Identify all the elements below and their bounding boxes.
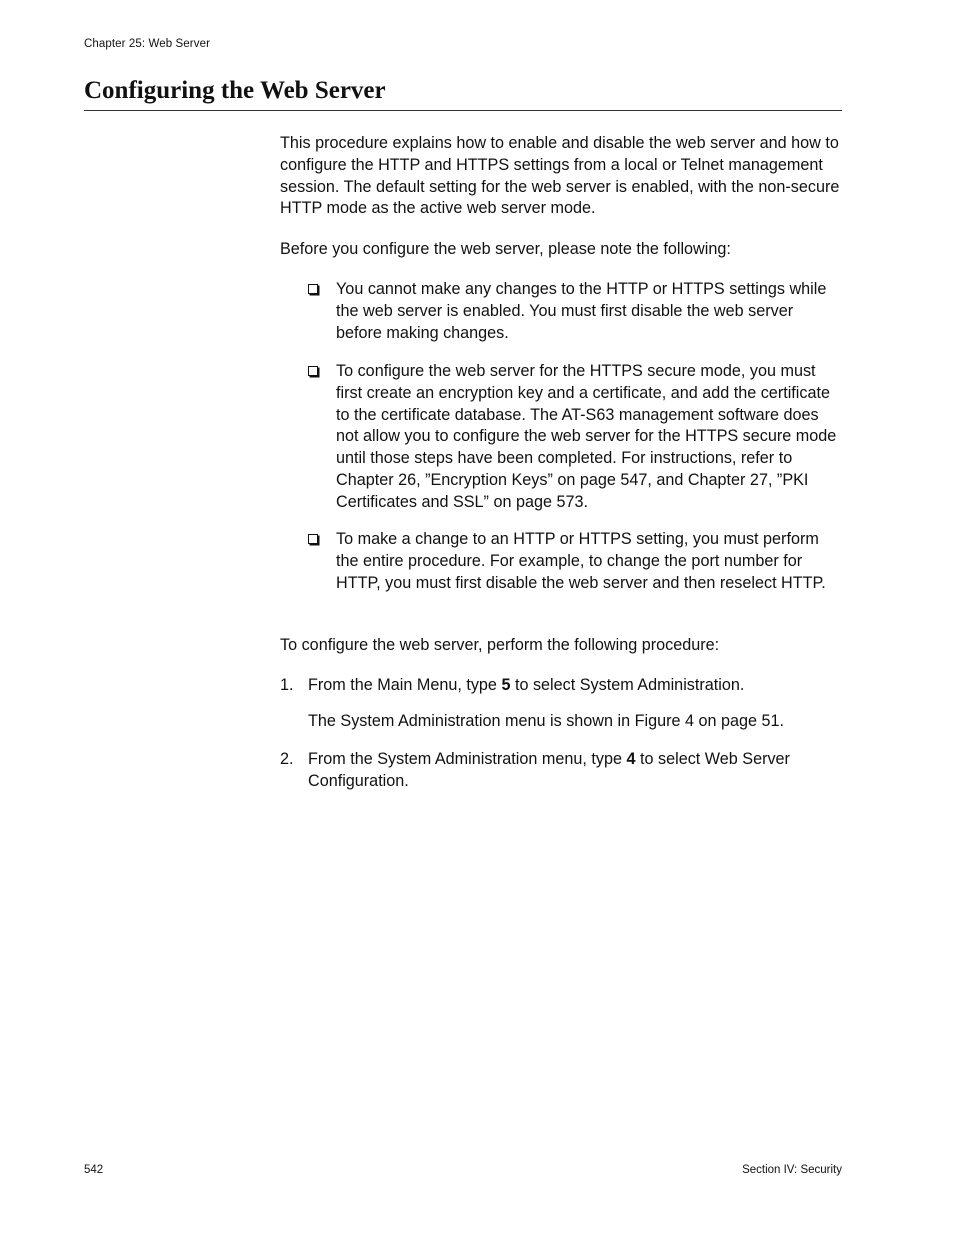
bullet-item bbox=[306, 529, 842, 594]
step-number: 1. bbox=[280, 676, 294, 694]
note-intro-text: Before you configure the web server, please note the following: bbox=[280, 240, 731, 258]
bullet-text: To configure the web server for the HTTPS secure mode, you must first create an encryption key and a certificate, and add the certificate to the certificate database. The AT-S63 management software does not allow you to configure the web server for the HTTPS secure mode until those steps have been completed. For instructions, refer to Chapter 26, ”Encryption Keys” on page 547, and Chapter 27, ”PKI Certificates and SSL” on page 573. bbox=[336, 362, 837, 511]
procedure-step-2 bbox=[280, 749, 842, 793]
step-note-text: The System Administration menu is shown in Figure 4 on page 51. bbox=[308, 712, 784, 730]
running-header: Chapter 25: Web Server bbox=[84, 38, 210, 50]
intro-paragraph bbox=[280, 133, 842, 220]
bullet-item bbox=[306, 279, 842, 344]
section-label: Section IV: Security bbox=[742, 1164, 842, 1176]
step-number: 2. bbox=[280, 750, 294, 768]
bullet-item bbox=[306, 361, 842, 514]
intro-text: This procedure explains how to enable and disable the web server and how to configure the HTTP and HTTPS settings from a local or Telnet management session. The default setting for the web server is enabled, with the non-secure HTTP mode as the active web server mode. bbox=[280, 134, 840, 218]
step-key: 4 bbox=[626, 750, 636, 768]
bullet-text: To make a change to an HTTP or HTTPS setting, you must perform the entire procedure. For example, to change the port number for HTTP, you must first disable the web server and then reselect HTTP. bbox=[336, 530, 826, 592]
procedure-intro-text: To configure the web server, perform the following procedure: bbox=[280, 636, 720, 654]
checkbox-bullet-icon bbox=[308, 366, 318, 376]
step-text-before: From the System Administration menu, type bbox=[308, 750, 627, 768]
bullet-text: You cannot make any changes to the HTTP or HTTPS settings while the web server is enabled. You must first disable the web server before making changes. bbox=[336, 280, 827, 342]
step-key: 5 bbox=[501, 676, 511, 694]
procedure-intro-paragraph bbox=[280, 635, 842, 657]
step-text-before: From the Main Menu, type bbox=[308, 676, 502, 694]
procedure-step-1 bbox=[280, 675, 842, 697]
note-intro-paragraph bbox=[280, 239, 842, 261]
step-text bbox=[308, 749, 842, 793]
checkbox-bullet-icon bbox=[308, 534, 318, 544]
page-title: Configuring the Web Server bbox=[84, 76, 842, 111]
step-text-after: to select Web Server Configuration. bbox=[308, 750, 790, 790]
checkbox-bullet-icon bbox=[308, 284, 318, 294]
procedure-step-1-note bbox=[280, 711, 842, 733]
page-number: 542 bbox=[84, 1164, 104, 1176]
step-text bbox=[308, 675, 842, 697]
step-text-after: to select System Administration. bbox=[510, 676, 745, 694]
